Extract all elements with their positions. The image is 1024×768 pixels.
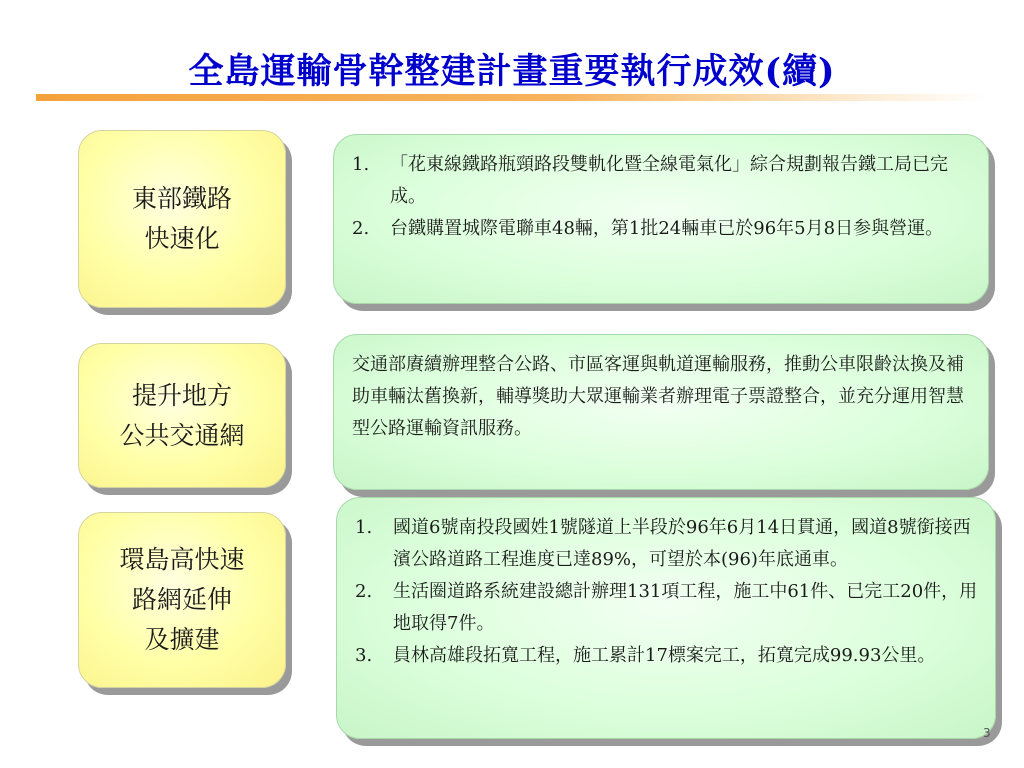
list-item xyxy=(352,213,972,245)
label-card-east-railway xyxy=(78,130,286,308)
content-card-highway-network xyxy=(336,497,996,739)
item-number: 1. xyxy=(355,517,373,538)
list-item xyxy=(355,576,981,640)
list-item xyxy=(355,512,981,576)
page-number: 3 xyxy=(983,726,991,740)
item-text: 員林高雄段拓寬工程，施工累計17標案完工，拓寬完成99.93公里。 xyxy=(393,645,936,666)
label-line: 公共交通網 xyxy=(119,420,245,450)
label-line: 路網延伸 xyxy=(131,585,232,614)
list-item xyxy=(352,149,972,213)
item-text: 生活圈道路系統建設總計辦理131項工程，施工中61件、已完工20件，用地取得7件。 xyxy=(393,581,978,634)
content-paragraph: 交通部賡續辦理整合公路、市區客運與軌道運輸服務，推動公車限齡汰換及補助車輛汰舊換新，輔導獎助大眾運輸業者辦理電子票證整合，並充分運用智慧型公路運輸資訊服務。 xyxy=(352,354,964,439)
item-number: 2. xyxy=(355,581,373,602)
label-line: 東部鐵路 xyxy=(131,184,232,213)
content-card-local-transit xyxy=(333,334,989,490)
item-number: 3. xyxy=(355,645,373,666)
label-line: 及擴建 xyxy=(144,625,220,654)
list-item xyxy=(355,640,981,672)
item-text: 「花東線鐵路瓶頸路段雙軌化暨全線電氣化」綜合規劃報告鐵工局已完成。 xyxy=(390,154,948,207)
title-underline xyxy=(36,94,988,101)
item-text: 台鐵購置城際電聯車48輛，第1批24輛車已於96年5月8日参與營運。 xyxy=(390,218,944,239)
content-card-east-railway xyxy=(333,134,989,304)
label-line: 環島高快速 xyxy=(119,545,245,574)
label-card-highway-network xyxy=(78,512,286,688)
label-line: 快速化 xyxy=(144,224,220,253)
slide-title: 全島運輸骨幹整建計畫重要執行成效(續) xyxy=(188,51,836,92)
item-number: 1. xyxy=(352,154,370,175)
item-text: 國道6號南投段國姓1號隧道上半段於96年6月14日貫通，國道8號銜接西濱公路道路工程進度已達89%，可望於本(96)年底通車。 xyxy=(393,517,971,570)
label-line: 提升地方 xyxy=(131,380,232,410)
item-number: 2. xyxy=(352,218,370,239)
label-card-local-transit xyxy=(78,343,286,488)
